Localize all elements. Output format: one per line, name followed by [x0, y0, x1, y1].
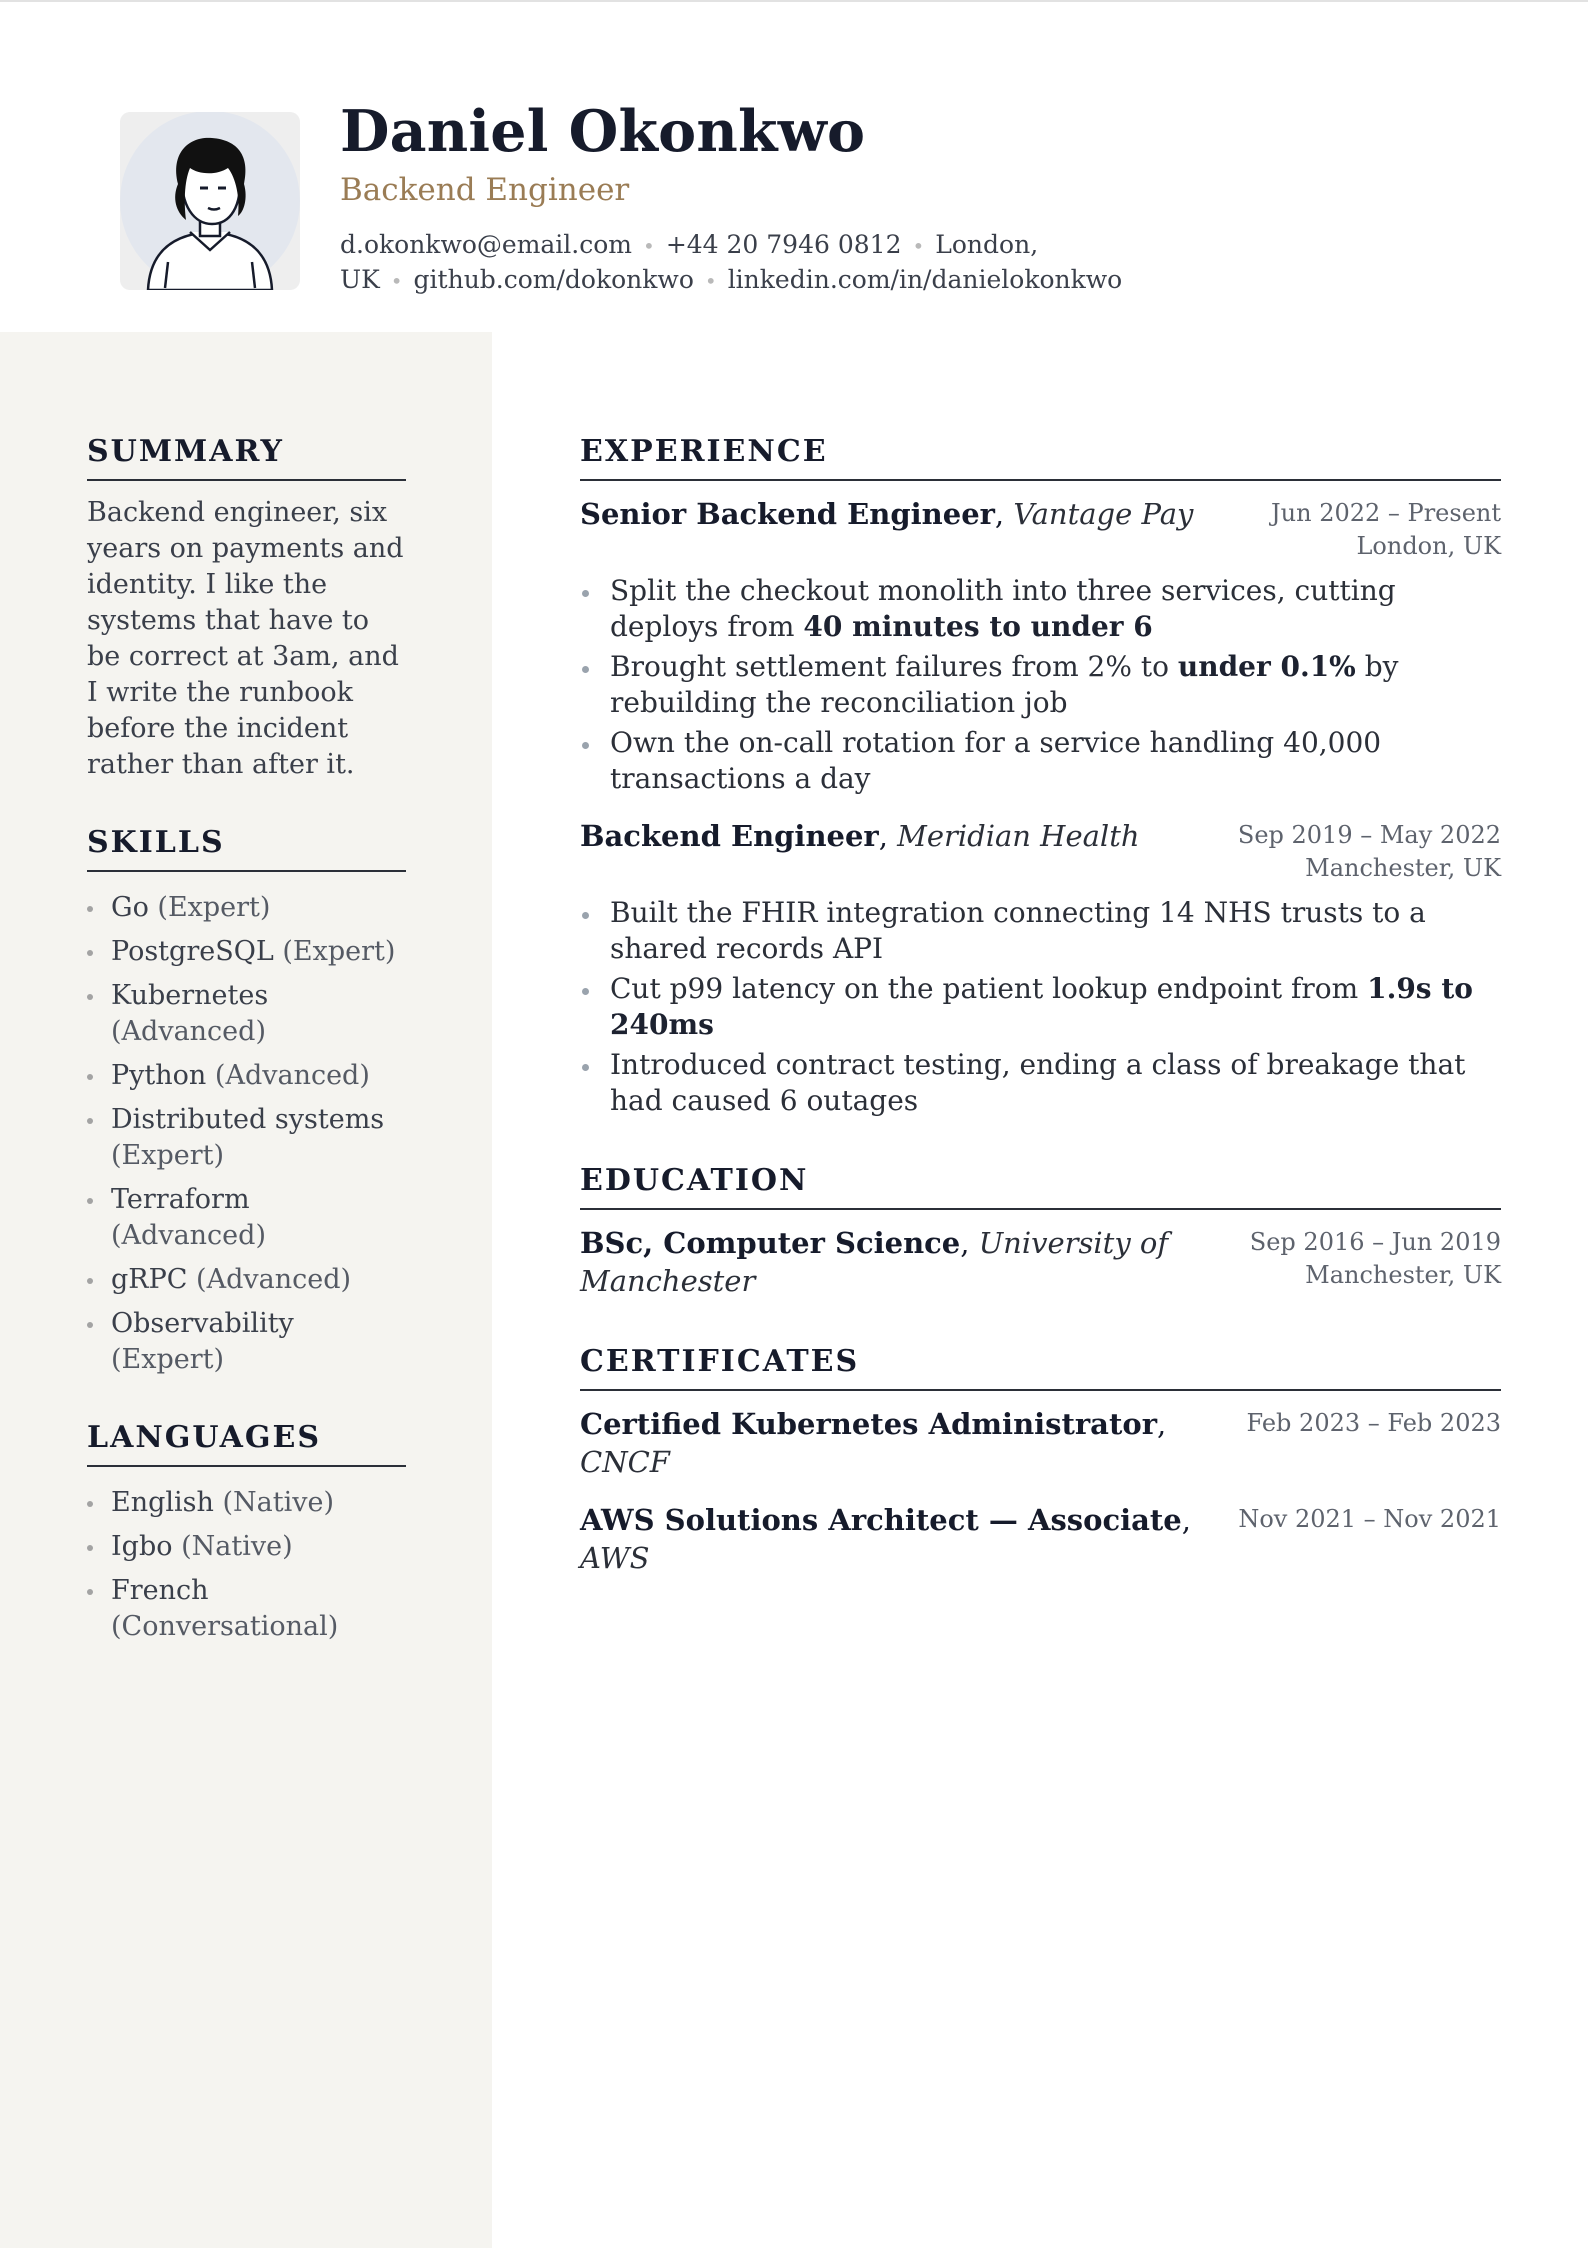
highlight: 40 minutes to under 6	[803, 610, 1153, 643]
skill-item	[87, 934, 406, 970]
bullet-item: Own the on-call rotation for a service handling 40,000 transactions a day	[580, 725, 1501, 797]
certificate-dates: Nov 2021 – Nov 2021	[1238, 1505, 1501, 1533]
skill-item	[87, 1102, 406, 1174]
certificates-section	[580, 1344, 1501, 1577]
job-bullets	[580, 573, 1501, 797]
bullet-item: Introduced contract testing, ending a class of breakage that had caused 6 outages	[580, 1047, 1501, 1119]
job-location: Manchester, UK	[1305, 854, 1501, 882]
skill-level: (Expert)	[111, 1140, 225, 1171]
education-meta	[1250, 1224, 1501, 1292]
skill-name: Kubernetes	[111, 980, 269, 1011]
certificate-name: Certified Kubernetes Administrator	[580, 1407, 1157, 1441]
education-section	[580, 1163, 1501, 1300]
certificates-heading: CERTIFICATES	[580, 1344, 1501, 1391]
job-header	[580, 817, 1501, 885]
degree: BSc, Computer Science	[580, 1226, 961, 1260]
job-location: London, UK	[1356, 532, 1501, 560]
comma: ,	[1181, 1503, 1191, 1537]
skill-level: (Expert)	[111, 1344, 225, 1375]
skill-level: (Advanced)	[196, 1264, 352, 1295]
skill-name: Go	[111, 892, 149, 923]
skill-level: (Advanced)	[111, 1220, 266, 1251]
language-name: English	[111, 1487, 214, 1518]
comma: ,	[1156, 1407, 1167, 1441]
job-meta	[1238, 817, 1501, 885]
bullet-item: Split the checkout monolith into three services, cutting deploys from 40 minutes to under 6	[580, 573, 1501, 645]
certificate-issuer: CNCF	[580, 1445, 670, 1479]
candidate-role: Backend Engineer	[340, 172, 630, 208]
bullet-item: Built the FHIR integration connecting 14 NHS trusts to a shared records API	[580, 895, 1501, 967]
job-bullets	[580, 895, 1501, 1119]
comma: ,	[994, 497, 1005, 531]
education-dates: Sep 2016 – Jun 2019	[1249, 1228, 1501, 1256]
language-item	[87, 1529, 406, 1565]
certificate-line	[580, 1405, 1166, 1481]
certificate-header	[580, 1405, 1501, 1481]
comma: ,	[878, 819, 888, 853]
contact-separator: •	[912, 234, 925, 258]
language-name: French	[111, 1575, 209, 1606]
skill-item	[87, 1262, 406, 1298]
job-header	[580, 495, 1501, 563]
education-header	[580, 1224, 1501, 1300]
contact-separator: •	[704, 269, 717, 293]
skill-name: Terraform	[111, 1184, 250, 1215]
company-name: Vantage Pay	[1013, 497, 1194, 531]
linkedin-link[interactable]: linkedin.com/in/danielokonkwo	[727, 265, 1123, 294]
job-title-line	[580, 495, 1193, 533]
skill-item	[87, 890, 406, 926]
job-dates: Jun 2022 – Present	[1271, 499, 1501, 527]
skill-name: gRPC	[111, 1264, 188, 1295]
education-location: Manchester, UK	[1305, 1261, 1501, 1289]
summary-text: Backend engineer, six years on payments and identity. I like the systems that have to be correct at 3am, and I write the runbook before the incident rather than after it.	[87, 497, 404, 780]
skill-level: (Expert)	[157, 892, 271, 923]
language-level: (Conversational)	[111, 1611, 339, 1642]
skill-item	[87, 1182, 406, 1254]
skill-name: PostgreSQL	[111, 936, 274, 967]
company-name: Meridian Health	[897, 819, 1140, 853]
certificate-issuer: AWS	[580, 1541, 650, 1575]
location: London, UK	[340, 230, 1039, 294]
skill-level: (Expert)	[282, 936, 396, 967]
skill-item	[87, 1058, 406, 1094]
school-name: University of Manchester	[580, 1226, 1169, 1298]
comma: ,	[960, 1226, 970, 1260]
certificate-entry	[580, 1405, 1501, 1481]
certificate-entry	[580, 1501, 1501, 1577]
job-meta	[1271, 495, 1501, 563]
email-link[interactable]: d.okonkwo@email.com	[340, 230, 633, 259]
skills-list	[87, 890, 406, 1378]
top-border	[0, 0, 1588, 2]
job-entry	[580, 495, 1501, 797]
github-link[interactable]: github.com/dokonkwo	[413, 265, 694, 294]
skill-name: Python	[111, 1060, 207, 1091]
languages-list	[87, 1485, 406, 1645]
summary-heading: SUMMARY	[87, 434, 406, 481]
contact-info	[340, 228, 1140, 298]
sidebar-content	[87, 434, 406, 1653]
phone-number[interactable]: +44 20 7946 0812	[665, 230, 902, 259]
skill-item	[87, 1306, 406, 1378]
skills-heading: SKILLS	[87, 825, 406, 872]
job-title: Senior Backend Engineer	[580, 497, 995, 531]
experience-section	[580, 434, 1501, 1119]
skills-section	[87, 825, 406, 1378]
contact-separator: •	[643, 234, 655, 258]
bullet-item: Brought settlement failures from 2% to under 0.1% by rebuilding the reconciliation job	[580, 649, 1501, 721]
job-dates: Sep 2019 – May 2022	[1237, 821, 1501, 849]
language-level: (Native)	[222, 1487, 335, 1518]
bullet-item: Cut p99 latency on the patient lookup endpoint from 1.9s to 240ms	[580, 971, 1501, 1043]
contact-separator: •	[390, 269, 403, 293]
degree-line	[580, 1224, 1200, 1300]
languages-section	[87, 1420, 406, 1645]
skill-level: (Advanced)	[214, 1060, 370, 1091]
language-item	[87, 1573, 406, 1645]
experience-heading: EXPERIENCE	[580, 434, 1501, 481]
languages-heading: LANGUAGES	[87, 1420, 406, 1467]
skill-name: Distributed systems	[111, 1104, 385, 1135]
highlight: 1.9s to 240ms	[610, 972, 1473, 1041]
education-entry	[580, 1224, 1501, 1300]
job-title: Backend Engineer	[580, 819, 879, 853]
certificate-line	[580, 1501, 1191, 1577]
certificate-name: AWS Solutions Architect — Associate	[580, 1503, 1182, 1537]
job-entry	[580, 817, 1501, 1119]
sidebar	[0, 332, 492, 2248]
job-title-line	[580, 817, 1140, 855]
certificate-header	[580, 1501, 1501, 1577]
skill-name: Observability	[111, 1308, 294, 1339]
language-name: Igbo	[111, 1531, 173, 1562]
highlight: under 0.1%	[1177, 650, 1356, 683]
language-item	[87, 1485, 406, 1521]
skill-level: (Advanced)	[111, 1016, 266, 1047]
language-level: (Native)	[181, 1531, 293, 1562]
education-heading: EDUCATION	[580, 1163, 1501, 1210]
person-illustration-icon	[120, 112, 300, 290]
skill-item	[87, 978, 406, 1050]
certificate-dates: Feb 2023 – Feb 2023	[1246, 1409, 1501, 1437]
candidate-name: Daniel Okonkwo	[340, 98, 866, 165]
avatar	[120, 112, 300, 290]
main-content	[580, 434, 1501, 1621]
